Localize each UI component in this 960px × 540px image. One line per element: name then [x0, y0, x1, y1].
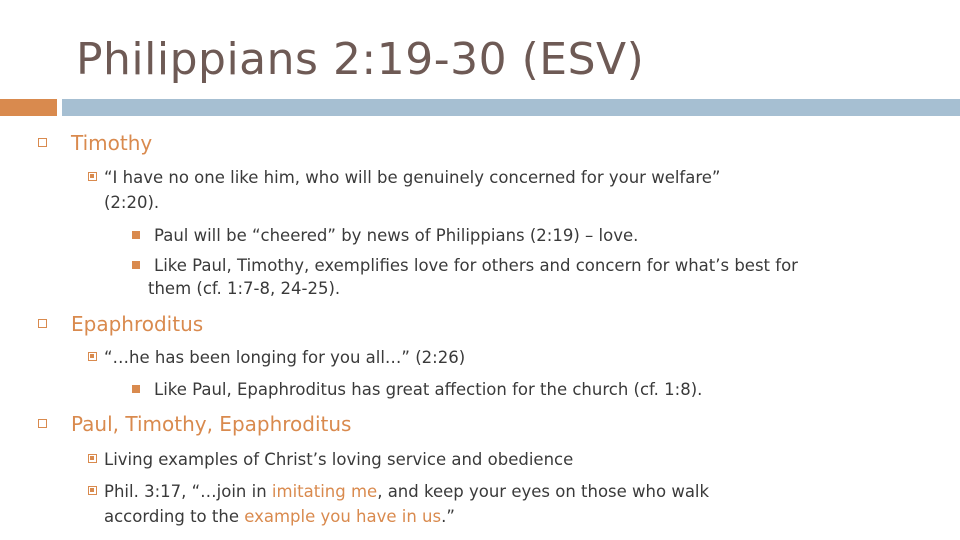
item-text-part: .”	[441, 507, 455, 526]
accent-bar-left	[0, 99, 57, 116]
highlighted-text: imitating me	[271, 482, 378, 501]
list-item	[88, 348, 465, 367]
list-item	[88, 450, 573, 469]
highlighted-text: example you have in us	[244, 507, 442, 526]
hollow-square-bullet-icon	[38, 138, 47, 147]
item-text: “…he has been longing for you all…” (2:26)	[104, 348, 466, 367]
filled-square-bullet-icon	[132, 385, 140, 393]
item-text: “I have no one like him, who will be genuinely concerned for your welfare”	[104, 168, 721, 187]
sub-list-item	[132, 256, 798, 275]
square-bullet-icon	[88, 352, 97, 361]
square-bullet-icon	[88, 454, 97, 463]
hollow-square-bullet-icon	[38, 319, 47, 328]
square-bullet-icon	[88, 486, 97, 495]
slide-title: Philippians 2:19-30 (ESV)	[76, 34, 645, 85]
heading-text: Paul, Timothy, Epaphroditus	[71, 412, 352, 436]
list-item	[88, 168, 720, 187]
filled-square-bullet-icon	[132, 231, 140, 239]
sub-item-text: Like Paul, Epaphroditus has great affection for the church (cf. 1:8).	[154, 380, 703, 399]
hollow-square-bullet-icon	[38, 419, 47, 428]
list-item-continuation: (2:20).	[104, 193, 160, 212]
sub-list-item	[132, 226, 638, 245]
filled-square-bullet-icon	[132, 261, 140, 269]
sub-item-text: Like Paul, Timothy, exemplifies love for others and concern for what’s best for	[154, 256, 798, 275]
accent-bar-right	[62, 99, 960, 116]
sub-item-text: Paul will be “cheered” by news of Philippians (2:19) – love.	[154, 226, 639, 245]
sub-list-item	[132, 380, 702, 399]
section-heading-timothy	[38, 131, 152, 155]
square-bullet-icon	[88, 172, 97, 181]
list-item-continuation	[104, 507, 455, 526]
section-heading-paul-timothy-epaphroditus	[38, 412, 351, 436]
section-heading-epaphroditus	[38, 312, 203, 336]
list-item	[88, 482, 709, 501]
item-text-part: Phil. 3:17, “…join in	[104, 482, 272, 501]
sub-list-item-continuation: them (cf. 1:7-8, 24-25).	[148, 279, 341, 298]
item-text-part: according to the	[104, 507, 245, 526]
heading-text: Timothy	[71, 131, 153, 155]
heading-text: Epaphroditus	[71, 312, 204, 336]
item-text: Living examples of Christ’s loving service and obedience	[104, 450, 574, 469]
item-text-part: , and keep your eyes on those who walk	[377, 482, 710, 501]
